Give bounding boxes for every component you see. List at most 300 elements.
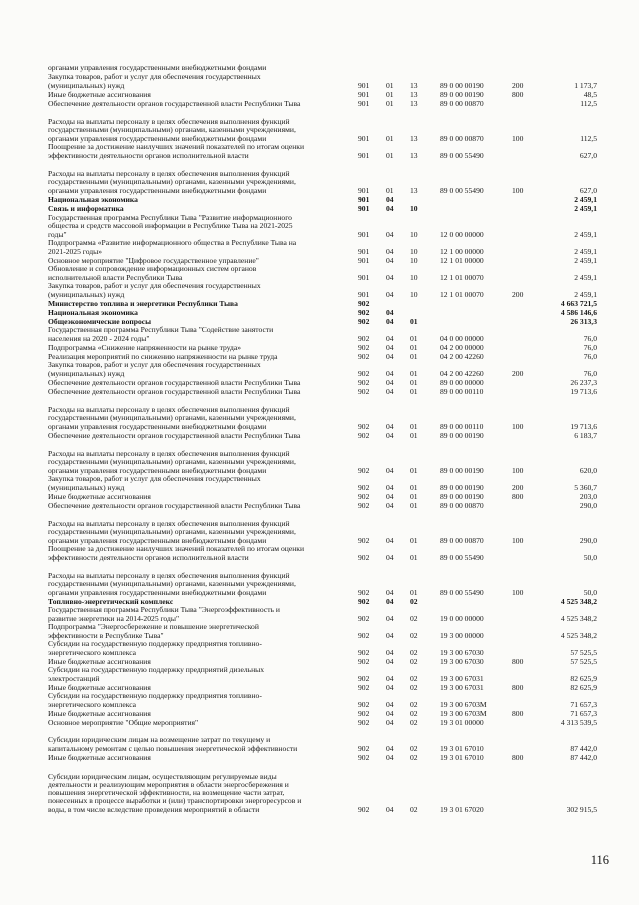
- subsection-code: 02: [410, 630, 418, 640]
- amount: 19 713,6: [570, 386, 597, 396]
- target-article-code: 89 0 00 00870: [440, 500, 484, 510]
- amount: 2 459,1: [574, 272, 597, 282]
- row-name: Поощрение за достижение наилучших значений показателей по итогам оценки эффективности деятельности органов исполнительной власти: [48, 544, 305, 562]
- admin-code: 901: [358, 272, 370, 282]
- subsection-code: 01: [410, 500, 418, 510]
- expense-type-code: 200: [512, 80, 524, 90]
- target-article-code: 89 0 00 00870: [440, 98, 484, 108]
- page-number: 116: [590, 853, 609, 867]
- admin-code: 902: [358, 307, 370, 317]
- target-article-code: 89 0 00 00190: [440, 482, 484, 492]
- table-row: [0, 510, 639, 545]
- target-article-code: 89 0 00 00190: [440, 80, 484, 90]
- admin-code: 901: [358, 255, 370, 265]
- amount: 302 915,5: [566, 804, 597, 814]
- admin-code: 902: [358, 430, 370, 440]
- subsection-code: 02: [410, 804, 418, 814]
- amount: 627,0: [579, 150, 597, 160]
- table-row: [0, 265, 639, 282]
- admin-code: 901: [358, 133, 370, 143]
- admin-code: 902: [358, 752, 370, 762]
- target-article-code: 19 3 01 67010: [440, 752, 484, 762]
- admin-code: 902: [358, 386, 370, 396]
- amount: 2 459,1: [574, 289, 597, 299]
- section-code: 01: [386, 80, 394, 90]
- section-code: 04: [386, 535, 394, 545]
- subsection-code: 01: [410, 552, 418, 562]
- amount: 2 459,1: [574, 255, 597, 265]
- row-name: органами управления государственными внебюджетными фондами: [48, 62, 267, 72]
- subsection-code: 13: [410, 98, 418, 108]
- table-row: [0, 378, 639, 387]
- subsection-code: 10: [410, 255, 418, 265]
- section-code: 04: [386, 342, 394, 352]
- admin-code: 902: [358, 351, 370, 361]
- admin-code: 901: [358, 289, 370, 299]
- admin-code: 901: [358, 98, 370, 108]
- row-name: Закупка товаров, работ и услуг для обеспечения государственных (муниципальных) нужд: [48, 281, 261, 299]
- section-code: 04: [386, 351, 394, 361]
- table-row: [0, 753, 639, 762]
- row-name: Основное мероприятие "Общие мероприятия": [48, 717, 199, 727]
- amount: 112,5: [580, 98, 597, 108]
- section-code: 04: [386, 482, 394, 492]
- table-row: [0, 160, 639, 195]
- row-name: Иные бюджетные ассигнования: [48, 708, 151, 718]
- table-row: [0, 606, 639, 623]
- row-name: Расходы на выплаты персоналу в целях обеспечения выполнения функций государственными (муниципальными) органами, казенными учреждениями, органами управления государственными внебюджетными фондами: [48, 169, 296, 195]
- subsection-code: 02: [410, 743, 418, 753]
- expense-type-code: 800: [512, 491, 524, 501]
- subsection-code: 01: [410, 465, 418, 475]
- admin-code: 902: [358, 656, 370, 666]
- section-code: 01: [386, 89, 394, 99]
- target-article-code: 12 0 00 00000: [440, 229, 484, 239]
- target-article-code: 89 0 00 00190: [440, 430, 484, 440]
- admin-code: 901: [358, 80, 370, 90]
- amount: 290,0: [579, 535, 597, 545]
- admin-code: 901: [358, 194, 370, 204]
- section-code: 04: [386, 229, 394, 239]
- section-code: 04: [386, 804, 394, 814]
- target-article-code: 12 1 01 00000: [440, 255, 484, 265]
- row-name: Топливно-энергетический комплекс: [48, 596, 174, 606]
- subsection-code: 01: [410, 482, 418, 492]
- subsection-code: 10: [410, 203, 418, 213]
- row-name: Подпрограмма "Энергосбережение и повышение энергетической эффективности в Республике Тыва": [48, 622, 259, 640]
- amount: 76,0: [583, 368, 597, 378]
- row-name: Государственная программа Республики Тыва "Развитие информационного общества и средств массовой информации в Республике Тыва на 2021-2025 годы": [48, 213, 293, 239]
- admin-code: 902: [358, 708, 370, 718]
- subsection-code: 01: [410, 421, 418, 431]
- row-name: Связь и информатика: [48, 203, 124, 213]
- admin-code: 902: [358, 596, 370, 606]
- table-row: [0, 501, 639, 510]
- expense-type-code: 200: [512, 368, 524, 378]
- target-article-code: 89 0 00 00190: [440, 89, 484, 99]
- expense-type-code: 100: [512, 465, 524, 475]
- row-name: Субсидии на государственную поддержку предприятия топливно- энергетического комплекса: [48, 639, 262, 657]
- admin-code: 902: [358, 673, 370, 683]
- row-name: Иные бюджетные ассигнования: [48, 491, 151, 501]
- row-name: Национальная экономика: [48, 307, 138, 317]
- table-row: [0, 666, 639, 683]
- expense-type-code: 800: [512, 656, 524, 666]
- section-code: 04: [386, 368, 394, 378]
- amount: 4 313 539,5: [560, 717, 597, 727]
- table-row: [0, 72, 639, 81]
- table-row: [0, 239, 639, 256]
- expense-type-code: 800: [512, 752, 524, 762]
- section-code: 04: [386, 272, 394, 282]
- amount: 19 713,6: [570, 421, 597, 431]
- amount: 71 657,3: [570, 699, 597, 709]
- subsection-code: 01: [410, 430, 418, 440]
- row-name: Государственная программа Республики Тыва "Содействие занятости населения на 2020 - 2024 годы": [48, 325, 274, 343]
- section-code: 04: [386, 386, 394, 396]
- target-article-code: 19 3 00 67030: [440, 656, 484, 666]
- target-article-code: 89 0 00 00190: [440, 465, 484, 475]
- admin-code: 901: [358, 89, 370, 99]
- section-code: 04: [386, 682, 394, 692]
- table-row: [0, 387, 639, 396]
- section-code: 04: [386, 630, 394, 640]
- section-code: 04: [386, 656, 394, 666]
- admin-code: 902: [358, 368, 370, 378]
- subsection-code: 10: [410, 272, 418, 282]
- row-name: Иные бюджетные ассигнования: [48, 752, 151, 762]
- admin-code: 902: [358, 333, 370, 343]
- row-name: (муниципальных) нужд: [48, 80, 125, 90]
- subsection-code: 01: [410, 587, 418, 597]
- row-name: Подпрограмма «Развитие информационного общества в Республике Тыва на 2021-2025 годы»: [48, 238, 297, 256]
- subsection-code: 01: [410, 491, 418, 501]
- row-name: Иные бюджетные ассигнования: [48, 656, 151, 666]
- table-row: [0, 299, 639, 308]
- admin-code: 901: [358, 229, 370, 239]
- target-article-code: 04 2 00 42260: [440, 351, 484, 361]
- expense-type-code: 200: [512, 289, 524, 299]
- table-row: [0, 692, 639, 709]
- amount: 4 663 721,5: [560, 298, 597, 308]
- amount: 71 657,3: [570, 708, 597, 718]
- subsection-code: 01: [410, 377, 418, 387]
- table-row: [0, 562, 639, 597]
- subsection-code: 02: [410, 682, 418, 692]
- table-row: [0, 640, 639, 657]
- subsection-code: 02: [410, 656, 418, 666]
- target-article-code: 19 0 00 00000: [440, 613, 484, 623]
- target-article-code: 19 3 00 67031: [440, 673, 484, 683]
- amount: 50,0: [583, 587, 597, 597]
- row-name: Расходы на выплаты персоналу в целях обеспечения выполнения функций государственными (муниципальными) органами, казенными учреждениями, органами управления государственными внебюджетными фондами: [48, 519, 296, 545]
- row-name: Субсидии на государственную поддержку предприятий дизельных электростанций: [48, 665, 265, 683]
- amount: 5 360,7: [574, 482, 597, 492]
- subsection-code: 02: [410, 613, 418, 623]
- amount: 76,0: [583, 342, 597, 352]
- amount: 2 459,1: [574, 203, 597, 213]
- row-name: Иные бюджетные ассигнования: [48, 682, 151, 692]
- section-code: 04: [386, 465, 394, 475]
- expense-type-code: 100: [512, 587, 524, 597]
- section-code: 04: [386, 203, 394, 213]
- row-name: Закупка товаров, работ и услуг для обеспечения государственных: [48, 71, 261, 81]
- admin-code: 901: [358, 246, 370, 256]
- subsection-code: 01: [410, 535, 418, 545]
- section-code: 04: [386, 491, 394, 501]
- section-code: 04: [386, 421, 394, 431]
- subsection-code: 01: [410, 333, 418, 343]
- admin-code: 901: [358, 203, 370, 213]
- expense-type-code: 100: [512, 133, 524, 143]
- target-article-code: 12 1 01 00070: [440, 289, 484, 299]
- row-name: Основное мероприятие "Цифровое государственное управление": [48, 255, 259, 265]
- subsection-code: 02: [410, 717, 418, 727]
- row-name: Расходы на выплаты персоналу в целях обеспечения выполнения функций государственными (муниципальными) органами, казенными учреждениями, органами управления государственными внебюджетными фондами: [48, 571, 296, 597]
- amount: 82 625,9: [570, 673, 597, 683]
- admin-code: 902: [358, 500, 370, 510]
- amount: 76,0: [583, 351, 597, 361]
- table-row: [0, 213, 639, 239]
- target-article-code: 89 0 00 55490: [440, 150, 484, 160]
- expense-type-code: 100: [512, 421, 524, 431]
- row-name: Субсидии юридическим лицам, осуществляющим регулируемые виды деятельности и реализующим мероприятия в области энергосбережения и повышения энергетической эффективности, на возмещение части затрат, понесенных в процессе выработки и (или) транспортировки энергоресурсов и воды, в том числе вследствие проведения мероприятий в области: [48, 771, 302, 814]
- row-name: Государственная программа Республики Тыва "Энергоэффективность и развитие энергетики на 2014-2025 годы": [48, 605, 280, 623]
- subsection-code: 01: [410, 342, 418, 352]
- amount: 57 525,5: [570, 647, 597, 657]
- admin-code: 902: [358, 491, 370, 501]
- target-article-code: 19 3 00 00000: [440, 630, 484, 640]
- section-code: 04: [386, 587, 394, 597]
- target-article-code: 89 0 00 55490: [440, 552, 484, 562]
- subsection-code: 10: [410, 229, 418, 239]
- admin-code: 902: [358, 535, 370, 545]
- section-code: 04: [386, 255, 394, 265]
- subsection-code: 02: [410, 699, 418, 709]
- table-row: [0, 361, 639, 378]
- table-row: [0, 762, 639, 814]
- amount: 87 442,0: [570, 743, 597, 753]
- target-article-code: 19 3 00 6703М: [440, 699, 487, 709]
- target-article-code: 19 3 01 00000: [440, 717, 484, 727]
- admin-code: 902: [358, 482, 370, 492]
- row-name: Общеэкономические вопросы: [48, 316, 152, 326]
- table-row: [0, 343, 639, 352]
- amount: 620,0: [579, 465, 597, 475]
- target-article-code: 12 1 01 00070: [440, 272, 484, 282]
- target-article-code: 89 0 00 55490: [440, 185, 484, 195]
- subsection-code: 01: [410, 386, 418, 396]
- section-code: 01: [386, 185, 394, 195]
- admin-code: 901: [358, 185, 370, 195]
- admin-code: 902: [358, 743, 370, 753]
- table-row: [0, 195, 639, 204]
- amount: 2 459,1: [574, 229, 597, 239]
- target-article-code: 19 3 01 67010: [440, 743, 484, 753]
- row-name: Министерство топлива и энергетики Республики Тыва: [48, 298, 238, 308]
- table-row: [0, 99, 639, 108]
- subsection-code: 13: [410, 80, 418, 90]
- admin-code: 902: [358, 587, 370, 597]
- table-row: [0, 282, 639, 299]
- section-code: 04: [386, 333, 394, 343]
- table-row: [0, 623, 639, 640]
- row-name: Обеспечение деятельности органов государственной власти Республики Тыва: [48, 430, 301, 440]
- row-name: Национальная экономика: [48, 194, 138, 204]
- section-code: 04: [386, 613, 394, 623]
- amount: 203,0: [579, 491, 597, 501]
- section-code: 04: [386, 307, 394, 317]
- amount: 290,0: [579, 500, 597, 510]
- table-row: [0, 204, 639, 213]
- admin-code: 901: [358, 150, 370, 160]
- row-name: Субсидии юридическим лицам на возмещение затрат по текущему и капитальному ремонтам с целью повышения энергетической эффективности: [48, 735, 298, 753]
- amount: 26 313,3: [570, 316, 597, 326]
- amount: 4 586 146,6: [560, 307, 597, 317]
- expense-type-code: 800: [512, 708, 524, 718]
- row-name: Субсидии на государственную поддержку предприятия топливно- энергетического комплекса: [48, 691, 262, 709]
- subsection-code: 02: [410, 647, 418, 657]
- section-code: 04: [386, 647, 394, 657]
- section-code: 04: [386, 743, 394, 753]
- target-article-code: 89 0 00 00110: [440, 421, 484, 431]
- target-article-code: 89 0 00 00000: [440, 377, 484, 387]
- expense-type-code: 800: [512, 682, 524, 692]
- target-article-code: 19 3 00 67031: [440, 682, 484, 692]
- table-row: [0, 143, 639, 160]
- subsection-code: 13: [410, 89, 418, 99]
- subsection-code: 13: [410, 185, 418, 195]
- table-row: [0, 718, 639, 727]
- subsection-code: 10: [410, 246, 418, 256]
- row-name: Обновление и сопровождение информационных систем органов исполнительной власти Республики Тыва: [48, 264, 257, 282]
- admin-code: 902: [358, 377, 370, 387]
- section-code: 01: [386, 98, 394, 108]
- row-name: Обеспечение деятельности органов государственной власти Республики Тыва: [48, 377, 301, 387]
- section-code: 04: [386, 673, 394, 683]
- table-row: [0, 431, 639, 440]
- expense-type-code: 800: [512, 89, 524, 99]
- row-name: Реализация мероприятий по снижению напряженности на рынке труда: [48, 351, 278, 361]
- expense-type-code: 200: [512, 482, 524, 492]
- section-code: 04: [386, 500, 394, 510]
- section-code: 04: [386, 596, 394, 606]
- section-code: 04: [386, 377, 394, 387]
- subsection-code: 13: [410, 150, 418, 160]
- row-name: Закупка товаров, работ и услуг для обеспечения государственных (муниципальных) нужд: [48, 474, 261, 492]
- section-code: 04: [386, 752, 394, 762]
- admin-code: 902: [358, 647, 370, 657]
- admin-code: 902: [358, 682, 370, 692]
- section-code: 04: [386, 699, 394, 709]
- expense-type-code: 100: [512, 535, 524, 545]
- expense-type-code: 100: [512, 185, 524, 195]
- table-row: [0, 326, 639, 343]
- table-row: [0, 396, 639, 431]
- section-code: 04: [386, 289, 394, 299]
- target-article-code: 89 0 00 00110: [440, 386, 484, 396]
- admin-code: 902: [358, 342, 370, 352]
- amount: 6 183,7: [574, 430, 597, 440]
- subsection-code: 01: [410, 368, 418, 378]
- table-row: [0, 108, 639, 143]
- amount: 50,0: [583, 552, 597, 562]
- row-name: Обеспечение деятельности органов государственной власти Республики Тыва: [48, 98, 301, 108]
- section-code: 04: [386, 708, 394, 718]
- target-article-code: 19 3 00 67030: [440, 647, 484, 657]
- section-code: 04: [386, 316, 394, 326]
- row-name: Поощрение за достижение наилучших значений показателей по итогам оценки эффективности деятельности органов исполнительной власти: [48, 142, 305, 160]
- section-code: 01: [386, 150, 394, 160]
- subsection-code: 02: [410, 673, 418, 683]
- subsection-code: 01: [410, 351, 418, 361]
- section-code: 04: [386, 717, 394, 727]
- subsection-code: 02: [410, 596, 418, 606]
- section-code: 04: [386, 246, 394, 256]
- row-name: Расходы на выплаты персоналу в целях обеспечения выполнения функций государственными (муниципальными) органами, казенными учреждениями, органами управления государственными внебюджетными фондами: [48, 117, 296, 143]
- table-row: [0, 475, 639, 492]
- amount: 2 459,1: [574, 246, 597, 256]
- amount: 26 237,3: [570, 377, 597, 387]
- budget-table: [0, 63, 639, 814]
- section-code: 04: [386, 430, 394, 440]
- subsection-code: 10: [410, 289, 418, 299]
- row-name: Иные бюджетные ассигнования: [48, 89, 151, 99]
- table-row: [0, 90, 639, 99]
- target-article-code: 89 0 00 00190: [440, 491, 484, 501]
- table-row: [0, 709, 639, 718]
- amount: 2 459,1: [574, 194, 597, 204]
- amount: 87 442,0: [570, 752, 597, 762]
- amount: 82 625,9: [570, 682, 597, 692]
- target-article-code: 89 0 00 00870: [440, 535, 484, 545]
- target-article-code: 19 3 01 67020: [440, 804, 484, 814]
- row-name: Расходы на выплаты персоналу в целях обеспечения выполнения функций государственными (муниципальными) органами, казенными учреждениями, органами управления государственными внебюджетными фондами: [48, 449, 296, 475]
- row-name: Подпрограмма «Снижение напряженности на рынке труда»: [48, 342, 242, 352]
- amount: 76,0: [583, 333, 597, 343]
- amount: 1 173,7: [574, 80, 597, 90]
- target-article-code: 04 2 00 00000: [440, 342, 484, 352]
- admin-code: 902: [358, 298, 370, 308]
- amount: 4 525 348,2: [560, 613, 597, 623]
- row-name: Обеспечение деятельности органов государственной власти Республики Тыва: [48, 500, 301, 510]
- table-row: [0, 440, 639, 475]
- admin-code: 902: [358, 717, 370, 727]
- admin-code: 902: [358, 804, 370, 814]
- subsection-code: 01: [410, 316, 418, 326]
- target-article-code: 19 3 00 6703М: [440, 708, 487, 718]
- table-row: [0, 492, 639, 501]
- subsection-code: 02: [410, 708, 418, 718]
- table-row: [0, 81, 639, 90]
- target-article-code: 04 2 00 42260: [440, 368, 484, 378]
- amount: 4 525 348,2: [560, 596, 597, 606]
- target-article-code: 89 0 00 00870: [440, 133, 484, 143]
- table-row: [0, 727, 639, 753]
- admin-code: 902: [358, 630, 370, 640]
- table-row: [0, 308, 639, 317]
- admin-code: 902: [358, 316, 370, 326]
- amount: 112,5: [580, 133, 597, 143]
- target-article-code: 04 0 00 00000: [440, 333, 484, 343]
- row-name: Закупка товаров, работ и услуг для обеспечения государственных (муниципальных) нужд: [48, 360, 261, 378]
- admin-code: 902: [358, 613, 370, 623]
- admin-code: 902: [358, 699, 370, 709]
- table-row: [0, 63, 639, 72]
- row-name: Обеспечение деятельности органов государственной власти Республики Тыва: [48, 386, 301, 396]
- subsection-code: 02: [410, 752, 418, 762]
- target-article-code: 89 0 00 55490: [440, 587, 484, 597]
